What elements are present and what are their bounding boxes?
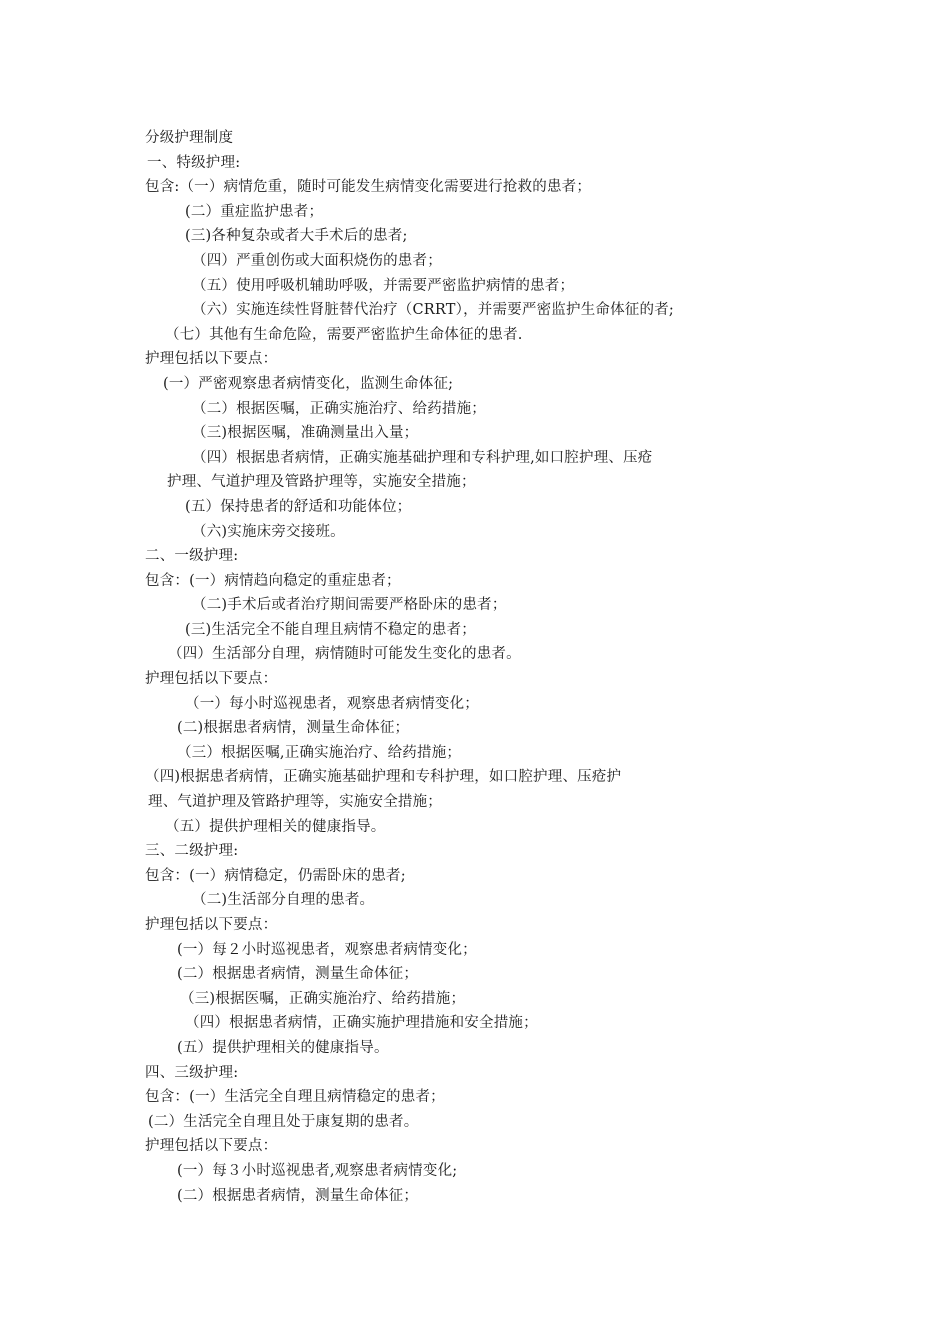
document-line: 包含：(一）生活完全自理且病情稳定的患者； — [145, 1089, 445, 1106]
document-line: （六)实施床旁交接班。 — [192, 523, 345, 540]
document-line: 一、特级护理: — [147, 154, 241, 171]
document-line: 四、三级护理: — [145, 1064, 239, 1081]
document-line: 二、一级护理: — [145, 548, 239, 565]
document-line: (一）严密观察患者病情变化，监测生命体征; — [163, 375, 454, 392]
document-body — [0, 126, 950, 1208]
document-line: （四）严重创伤或大面积烧伤的患者； — [192, 252, 442, 269]
document-line: （三）根据医嘱,正确实施治疗、给药措施； — [177, 744, 462, 761]
document-line: （三)根据医嘱，准确测量出入量； — [192, 425, 419, 442]
document-line: (一）每３小时巡视患者,观察患者病情变化; — [177, 1162, 458, 1179]
document-line: （六）实施连续性肾脏替代治疗（CRRT），并需要严密监护生命体征的者; — [192, 302, 674, 319]
document-line: (二）重症监护患者； — [185, 203, 324, 220]
document-line: （四）生活部分自理，病情随时可能发生变化的患者。 — [168, 646, 521, 663]
document-line: （一）每小时巡视患者，观察患者病情变化； — [185, 695, 479, 712]
document-line: 三、二级护理: — [145, 843, 239, 860]
document-line: （七）其他有生命危险，需要严密监护生命体征的患者. — [165, 326, 523, 343]
document-line: 护理包括以下要点： — [145, 351, 278, 368]
document-line: (二)根据患者病情，测量生命体征； — [177, 720, 410, 737]
document-line: （四）根据患者病情，正确实施护理措施和安全措施； — [185, 1015, 538, 1032]
document-line: （二)生活部分自理的患者。 — [192, 892, 375, 909]
document-line: (一）每２小时巡视患者，观察患者病情变化； — [177, 941, 477, 958]
document-line: (五）保持患者的舒适和功能体位； — [185, 498, 412, 515]
document-line: (二）生活完全自理且处于康复期的患者。 — [148, 1113, 419, 1130]
document-title: 分级护理制度 — [145, 130, 234, 146]
document-line: （五）使用呼吸机辅助呼吸，并需要严密监护病情的患者； — [192, 277, 575, 294]
document-line: 包含：(一）病情稳定，仍需卧床的患者; — [145, 867, 406, 884]
document-line: 包含：(一）病情趋向稳定的重症患者； — [145, 572, 401, 589]
document-line: （三)根据医嘱，正确实施治疗、给药措施； — [180, 990, 466, 1007]
document-line: 护理、气道护理及管路护理等，实施安全措施； — [167, 474, 476, 491]
document-line: （二）根据医嘱，正确实施治疗、给药措施； — [192, 400, 486, 417]
document-line: (五）提供护理相关的健康指导。 — [177, 1039, 389, 1056]
document-line: （四)根据患者病情，正确实施基础护理和专科护理，如口腔护理、压疮护 — [145, 769, 622, 786]
document-line: 护理包括以下要点： — [145, 1138, 278, 1155]
document-line: （四）根据患者病情，正确实施基础护理和专科护理,如口腔护理、压疮 — [192, 449, 653, 466]
document-line: (三)生活完全不能自理且病情不稳定的患者； — [185, 621, 477, 638]
document-line: 护理包括以下要点： — [145, 917, 278, 933]
document-line: 包含:（一）病情危重，随时可能发生病情变化需要进行抢救的患者； — [145, 179, 592, 196]
document-line: （二)手术后或者治疗期间需要严格卧床的患者； — [192, 597, 507, 614]
document-line: (二）根据患者病情，测量生命体征； — [177, 1187, 419, 1204]
document-line: （五）提供护理相关的健康指导。 — [165, 818, 386, 835]
document-line: 护理包括以下要点： — [145, 671, 278, 688]
document-line: 理、气道护理及管路护理等，实施安全措施； — [148, 794, 442, 811]
document-line: (三)各种复杂或者大手术后的患者; — [185, 228, 408, 245]
document-line: (二）根据患者病情，测量生命体征； — [177, 966, 419, 983]
